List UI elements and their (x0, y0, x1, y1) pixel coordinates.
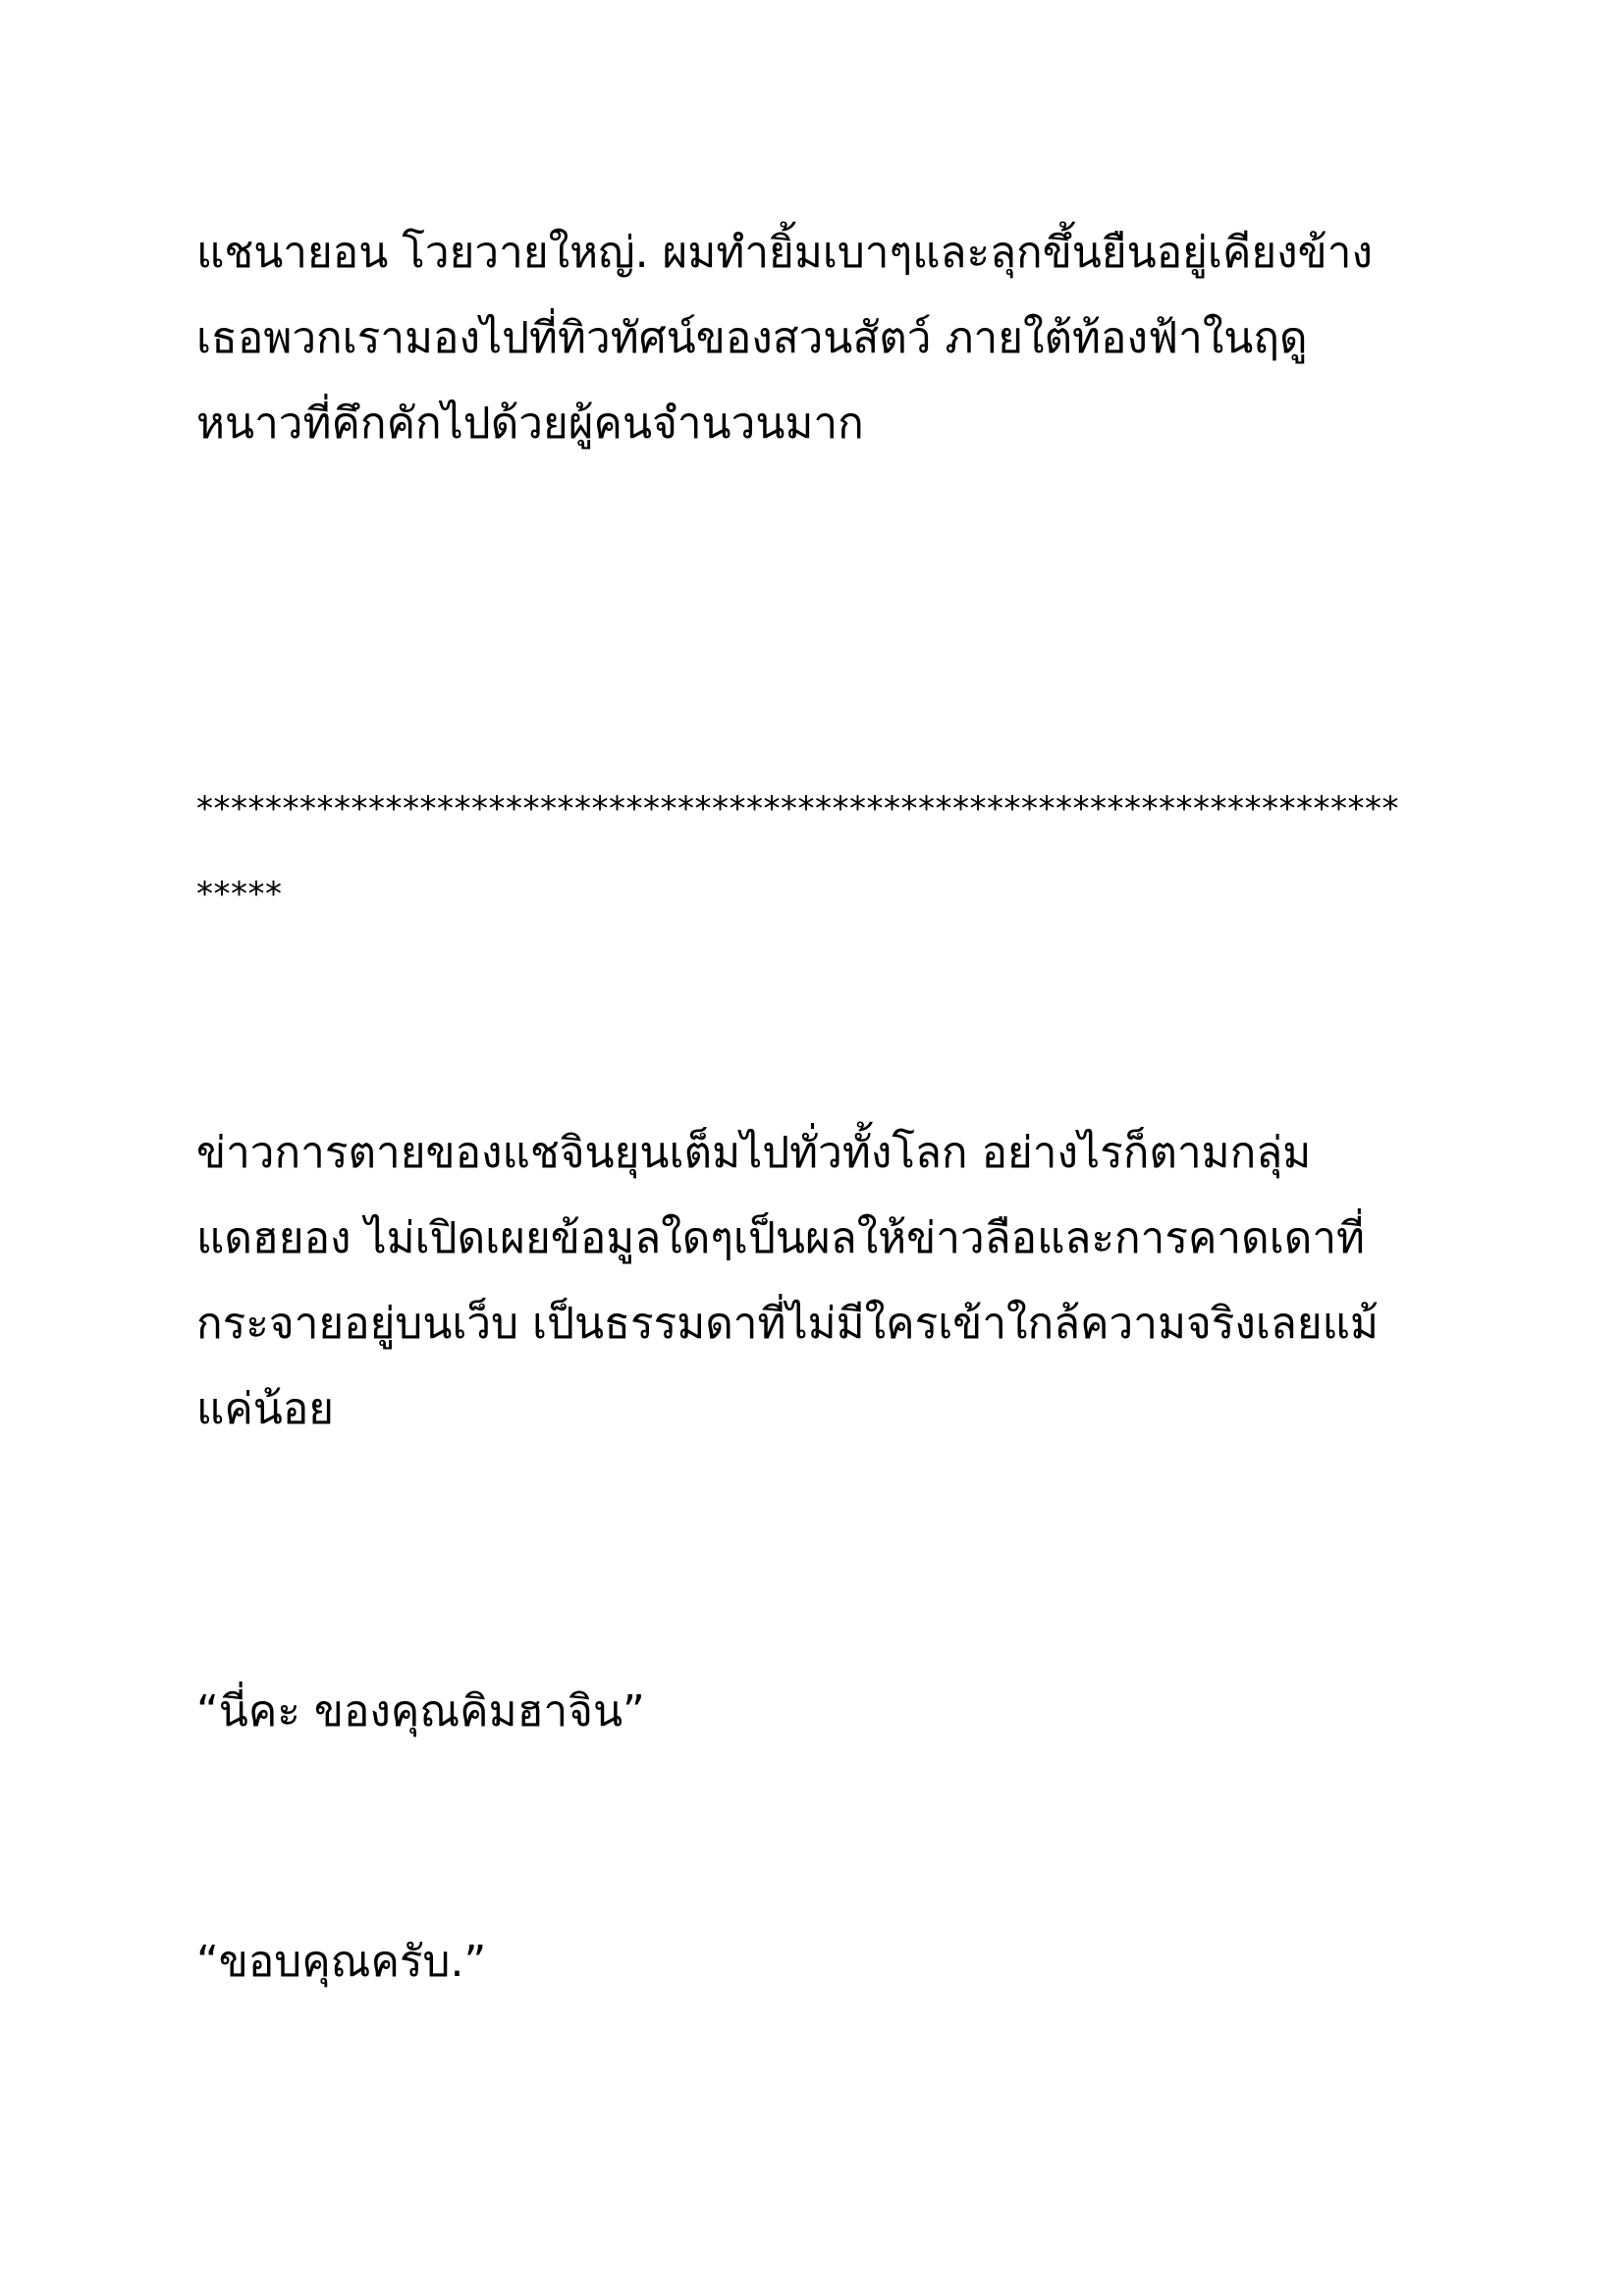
scene-separator: ********************************************************************** ***** (196, 789, 1399, 914)
dialogue-line-2: “ขอบคุณครับ.” (196, 1937, 487, 1987)
dialogue-line-1: “นี่คะ ของคุณคิมฮาจิน” (196, 1686, 645, 1736)
paragraph-1: แชนายอน โวยวายใหญ่. ผมทำยิ้มเบาๆและลุกขึ้นยืนอยู่เคียงข้าง เธอพวกเรามองไปที่ทิวทัศน์ของสวนสัตว์ ภายใต้ท้องฟ้าในฤดู หนาวที่คึกคักไปด้วยผู้คนจำนวนมาก (196, 228, 1373, 449)
paragraph-2: ข่าวการตายของแชจินยุนเต็มไปทั่วทั้งโลก อย่างไรก็ตามกลุ่ม แดฮยอง ไม่เปิดเผยข้อมูลใดๆเป็นผลให้ข่าวลือและการคาดเดาที่ กระจายอยู่บนเว็บ เป็นธรรมดาที่ไม่มีใครเข้าใกล้ความจริงเลยแม้ แค่น้อย (196, 1128, 1380, 1434)
